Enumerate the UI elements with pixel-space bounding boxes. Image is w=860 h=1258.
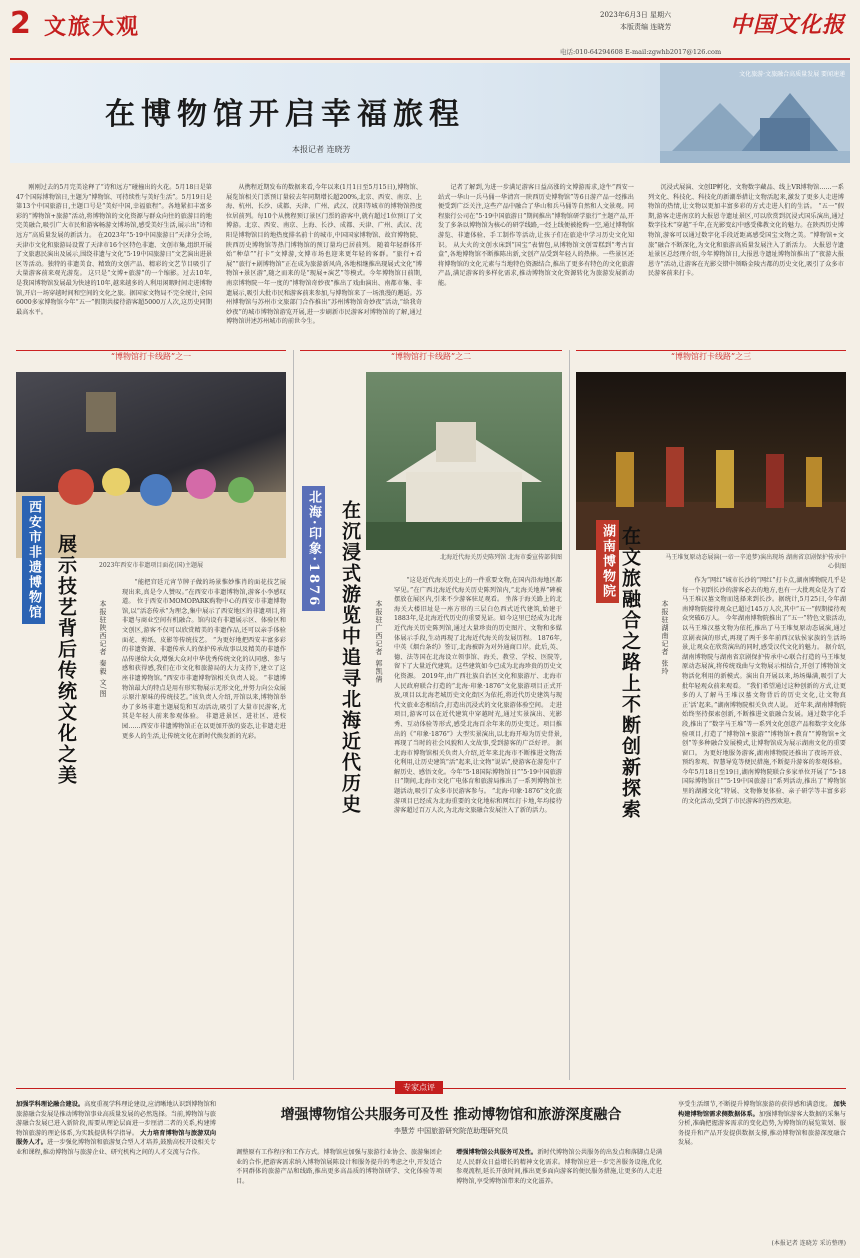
section3-vertical-label: 湖南博物院 [596,520,619,603]
section2-tag: “博物馆打卡线路”之二 [300,350,562,362]
page-header [0,0,860,62]
section1-byline: 本报驻陕西记者 秦毅 文/图 [99,600,107,698]
intro-column-3: 记者了解到,为进一步满足游客日益高涨的文博游需求,途牛“西安一站式一华山一兵马俑一华清宫一陕西历史博物馆”等6日游产品一经推出便受到广泛关注,这些产品中融合了华山和兵马俑等自然和人文景观。同程旅行公司在“5·19中国旅游日”期间推出“博物馆研学旅行”主题产品,开发了多条以博物馆为核心的研学线路,一经上线便被抢购一空,通过博物馆游览、非遗体验、手工制作等活动,让孩子们在旅途中学习历史文化知识。 从大火的文创水床到“国宝”表情包,从博物馆文创雪糕到“考古盲盒”,各地博物馆不断推陈出新,文创产品受到年轻人的热捧。一些景区还将博物馆的文化元素与当地特色资源结合,推出了更多有特色的文化旅游产品,满足游客的多样化需求,推动博物馆文化资源转化为旅游发展新动能。 [438,184,634,287]
intro-column-2: 从携程近期发布的数据来看,今年以来(1月1日至5月15日),博物馆、展览馆相关门票预订量较去年同期增长超200%,北京、西安、南京、上海、杭州、长沙、成都、天津、广州、武汉、沈阳等城市的博物馆热度位居前列。每10个从携程预订景区门票的游客中,就有超过1位预订了文博游。北京、西安、南京、上海、长沙、成都、天津、广州、武汉、沈阳是博物馆目的地热度排名前十的城市,中国国家博物馆、故宫博物院、陕西历史博物馆等热门博物馆的预订量均已居前列。 随着年轻群体开始“种草”“打卡”文博游,文博市场也迎来更年轻的客群。“旅行+看展”“旅行+剧博物馆”正在成为旅游新风尚,各地相继推出现展式文化“博物馆+景区游”,随之而来的是“现展+演艺”等模式。今年博物馆日前期,南京博物院一年一度的“博物馆奇妙夜”推出了戏曲演出、南都市集、非遗展示,吸引大批市民和游客前来参加,与博物馆来了一场浪漫的邂逅。苏州博物馆与苏州市文旅部门合作推出“苏州博物馆奇妙夜”活动,“给我奇妙夜”的城市博物馆游览开展,进一步刷新市民游客对博物馆的了解,通过博物馆讲述苏州城市的前世今生。 [226,184,422,326]
expert-signoff: (本报记者 连晓芳 采访整理) [771,1240,846,1247]
expert-column-1-heading-2: 大力培育博物馆与旅游双向服务人才。 [16,1129,216,1147]
expert-column-3-heading: 增强博物馆公共服务可及性。 [456,1149,538,1156]
intro-column-1: 刚刚过去的5月完美诠释了“诗和远方”碰撞出的火花。5月18日是第47个国际博物馆日,主题为“博物馆、可持续性与美好生活”。5月19日是第13个中国旅游日,主题口号是“美好中国,幸福旅程”。各地紧扣丰富多彩的“博物馆+旅游”活动,将博物馆的文化资源与群众向往的旅游目的地完美融合,吸引广大市民和游客畅游文博场馆,感受美好生活,展示出“诗和远方”高质量发展的新活力。 在2023年“5·19中国旅游日”天津分会场,天津市文化和旅游局设置了天津市16个区特色非遗、文创市集,组织开展了文旅惠民演出及展示,围绕非遗与文化“5·19中国旅游日”文艺演出进景区等活动。独特的非遗美食、精致的文创产品、精彩的文艺节目吸引了大量游客前来观光游览。 这只是“文博+旅游”的一个缩影。过去10年,是我国博物馆发展最为快速的10年,越来越多的人利用闲暇时间走进博物馆,开启一场穿越时间和空间的文化之旅。据国家文物局不完全统计,全国6000多家博物馆今年“五一”假期共接待游客超5000万人次,这历史同期最高水平。 [16,184,212,316]
column-divider-2 [569,350,570,1080]
expert-column-1 [16,1100,216,1250]
section1-photo [16,372,286,558]
editor-credit: 本版责编 连晓芳 [620,23,672,31]
expert-column-3-text: 新时代博物馆公共服务的出发点和落脚点是满足人民群众日益增长的精神文化需求。博物馆应进一步完善服务设施,优化参观流程,延长开放时间,推出更多面向游客的便民服务措施,让更多的人走进博物馆,享受博物馆带来的文化滋养。 [456,1149,662,1185]
header-rule [10,58,850,60]
section3-byline: 本报驻湖南记者 张玲 [661,600,669,676]
section1-photo-art [16,372,286,558]
section2-byline: 本报驻广西记者 郭凯倩 [375,600,383,684]
section2-vertical-label: 北海·印象·1876 [302,486,325,611]
expert-column-1-text-2: 进一步强化博物馆和旅游复合型人才培养,鼓励高校开设相关专业和课程,推动博物馆与旅游企业、研究机构之间的人才交流与合作。 [16,1139,216,1156]
expert-tag: 专家点评 [395,1081,443,1094]
expert-byline: 李慧芳 中国旅游研究院范助理研究员 [393,1127,509,1135]
banner-architecture-art [660,63,850,163]
contact-info: 电话:010-64294608 E-mail:zgwhb2017@126.com [560,48,722,56]
masthead-logo: 中国文化报 [730,12,846,38]
section-name: 文旅大观 [44,14,141,40]
section2-title: 在沉浸式游览中追寻北海近代历史 [339,500,361,815]
expert-column-1-text: 高度重视学科理论建设,应清晰地认识到博物馆和旅游融合发展是推动博物馆事业高质量发展的必然选择。当前,博物馆与旅游融合发展已进入新阶段,需要从理论层面进一步厘清二者的关系,构建博物馆旅游的理论体系,为实践提供科学指导。 [16,1101,216,1137]
section2-body: “这是近代海关历史上的一件重要文物,在国内沿海地区都罕见。”在广西北海近代海关历史陈列馆内,“北海关地界”碑被摆放在展区内,引来不少游客驻足观看。 坐落于海关路上的北海关大楼旧址是一座方形的三层白色西式近代建筑,始建于1883年,是北海近代历史的重要见证。如今这里已经成为北海近代海关历史陈列馆,通过大量珍贵的历史图片、文物和多媒体展示手段,生动再现了北海近代海关的发展历程。 1876年,中英《烟台条约》签订,北海被辟为对外通商口岸。此后,英、德、法等国在北海设立领事馆、海关、教堂、学校、医院等,留下了大量近代建筑。这些建筑如今已成为北海珍贵的历史文化资源。 2019年,由广西壮族自治区文化和旅游厅、北海市人民政府联合打造的“北海·印象·1876”文化旅游项目正式开放,项目以北海老城历史文化街区为依托,将近代历史建筑与现代文旅业态相结合,打造出沉浸式的文化旅游体验空间。 走进项目,游客可以在近代建筑中穿越时光,通过实景演出、光影秀、互动体验等形式,感受北海百余年来的历史变迁。项目推出的《“印象·1876”》大型实景演出,以北海开埠为历史背景,再现了当时的社会风貌和人文故事,受到游客的广泛好评。 据北海市博物馆相关负责人介绍,近年来北海市不断推进文物活化利用,让历史建筑“活”起来,让文物“说话”,使游客在游览中了解历史、感悟文化。今年“5·18国际博物馆日”“5·19中国旅游日”期间,北海市文化广电体育和旅游局推出了一系列博物馆主题活动,吸引了众多市民游客参与。 “北海·印象·1876”文化旅游项目已经成为北海重要的文化地标和网红打卡地,年均接待游客超过百万人次,为北海文旅融合发展注入了新的活力。 [394,577,562,815]
section1-vertical-label: 西安市非遗博物馆 [22,496,45,624]
expert-column-3 [456,1148,662,1248]
headline-byline: 本报记者 连晓芳 [292,145,351,154]
section1-photo-caption: 2023年西安市非遗项目面花(国)主题展 [99,562,203,569]
issue-date: 2023年6月3日 星期六 [600,11,671,19]
section2-photo [366,372,562,550]
expert-column-2: 调整原有工作程序和工作方式。博物馆应加强与旅游行业协会、旅游集团企业的合作,把游客需求纳入博物馆展陈设计和服务提升的考虑之中,开发适合不同群体的旅游产品和线路,推出更多高品质的博物馆研学、文化体验等项目。 [236,1149,442,1185]
section2-photo-caption: 北海近代海关历史陈列馆 北海市委宣传部供图 [440,554,562,561]
section1-title: 展示技艺背后传统文化之美 [55,534,77,786]
expert-column-1-heading: 加强学科理论融合建设。 [16,1101,85,1108]
column-divider-1 [293,350,294,1080]
expert-column-4-heading: 加快构建博物馆需求侧数据体系。 [678,1101,846,1118]
intro-column-4: 沉浸式展演、文创IP孵化、文物数字藏品、线上VR博物馆……一系列文化、科技化、科技化的新潮举措让文物活起来,激发了更多人走进博物馆的热情,让文物以更加丰富多彩的方式走进人们的生活。 “五一”假期,游客走进南京的大报恩寺遗址景区,可以欣赏到沉浸式国乐演出,通过数字技术“穿越”千年,在光影变幻中感受佛教文化的魅力。在陕西历史博物馆,游客可以通过数字化手段近距离感受国宝文物之美。“博物馆+文旅”融合不断深化,为文化和旅游高质量发展注入了新活力。 大报恩寺遗址景区总经理介绍,今年博物馆日,大报恩寺遗址博物馆推出了“夜游大报恩寺”活动,让游客在光影交错中领略金陵古都的历史文化,吸引了众多市民游客前来打卡。 [648,184,844,278]
section2-photo-art [366,372,562,550]
expert-column-4 [678,1100,846,1240]
section3-photo-caption: 马王堆复原动态展演(一帝一辛追梦)演出现场 湖南省京剧保护传承中心供图 [665,554,846,570]
headline-title: 在博物馆开启幸福旅程 [105,97,465,132]
section3-body: 作为“网红”城市长沙的“网红”打卡点,湖南博物院几乎是每一个初到长沙的游客必去的地方,也有一大批观众是为了看马王堆汉墓文物而选择来到长沙。据统计,5月25日,今年湖南博物院接待观众已超过145万人次,其中“五一”假期接待观众突破6万人。 今年湖南博物院推出了“五一”特色文旅活动,以马王堆汉墓文物为依托,推出了马王堆复原动态展演,通过京剧表演的形式,再现了两千多年前西汉轪侯家族的生活场景,让观众在欣赏演出的同时,感受汉代文化的魅力。 据介绍,湖南博物院与湖南省京剧保护传承中心联合打造的马王堆复原动态展演,将传统戏曲与文物展示相结合,开创了博物馆文物活化利用的新模式。演出自开展以来,场场爆满,吸引了大批年轻观众前来观看。 “我们希望通过这种创新的方式,让更多的人了解马王堆汉墓文物背后的历史文化,让文物真正‘活’起来。”湖南博物院相关负责人说。 近年来,湖南博物院始终坚持探索创新,不断推进文旅融合发展。通过数字化手段,推出了“数字马王堆”等一系列文化创意产品和数字文化体验项目,打造了“博物馆+旅游”“博物馆+教育”“博物馆+文创”等多种融合发展模式,让博物馆成为展示湖南文化的重要窗口。 为更好地服务游客,湖南博物院还推出了夜场开放、预约参观、智慧导览等便民措施,不断提升游客的参观体验。今年5月18日至19日,湖南博物院联合多家单位开展了“5·18国际博物馆日”“5·19中国旅游日”系列活动,推出了“博物馆里的湖湘文化”特展、文物修复体验、亲子研学等丰富多彩的文化活动,受到了市民游客的热烈欢迎。 [682,577,846,805]
expert-title: 增强博物馆公共服务可及性 推动博物馆和旅游深度融合 [280,1107,622,1123]
page-number: 2 [10,6,31,41]
section1-tag: “博物馆打卡线路”之一 [16,350,286,362]
section3-title: 在文旅融合之路上不断创新探索 [619,526,641,820]
headline-banner [10,63,850,163]
section2-body-continued [300,840,562,1070]
section1-body: “能把宫廷元宵节牌子做的场景惟妙惟肖的面花技艺展现出来,真是令人赞叹。”在西安市非遗博物馆,游客小李感叹道。 位于西安市MOMOPARK购物中心的西安市非遗博物馆,以“活态传承”为理念,集中展示了西安地区的非遗项目,将非遗与商业空间有机融合。馆内设有非遗展示区、体验区和文创区,游客不仅可以欣赏精美的非遗作品,还可以亲手体验面花、剪纸、皮影等传统技艺。 “为更好地把西安丰富多彩的非遗资源、非遗传承人的保护传承故事以及精美的非遗作品传递给大众,增强大众对中华优秀传统文化的认同感、参与感和获得感,我们在市文化和旅游局的大力支持下,建立了这座非遗博物馆。”西安市非遗博物馆相关负责人说。 “非遗博物馆最大的特点是用有形实物展示无形文化,并努力向公众展示原汁原味的传统技艺。”该负责人介绍,开馆以来,博物馆举办了多场非遗主题展览和互动活动,吸引了大量市民游客,尤其是年轻人前来参观体验。 非遗进景区、进社区、进校园……西安市非遗博物馆正在以更加开放的姿态,让非遗走进更多人的生活,让传统文化在新时代焕发新的光彩。 [122,579,286,740]
banner-right-caption: 文化旅游·文旅融合高质量发展 要闻速递 [739,71,845,78]
section3-tag: “博物馆打卡线路”之三 [576,350,846,362]
expert-column-4-text-2: 加强博物馆游客大数据的采集与分析,准确把握游客需求的变化趋势,为博物馆的展览策划、服务提升和产品开发提供数据支撑,推动博物馆和旅游深度融合发展。 [678,1110,846,1147]
expert-column-4-text: 享受生活细节,不断提升博物馆旅游的获得感和满意度。 [678,1101,832,1108]
